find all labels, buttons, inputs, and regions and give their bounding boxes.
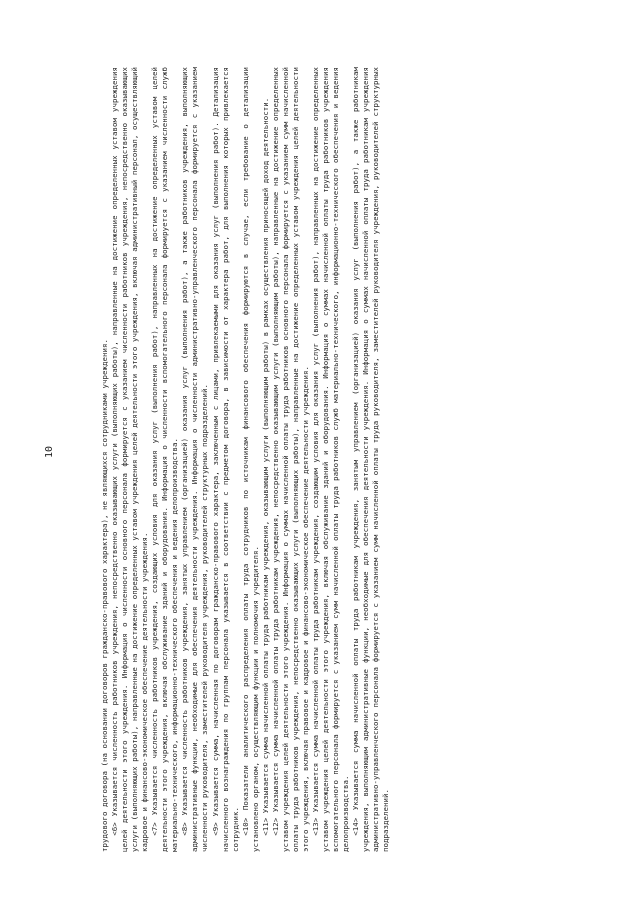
paragraph: <8> Указывается численность работников учреждения, занятых управлением (организацией) оказания услуг (выполнения работ), а также работников учреждения, выполняющих административные функции, необходимые для обеспечения деятельности учреждения. Информация о численности административно-управленческого персонала формируется с указанием численности руководителя, заместителей руководителя учреждения, руководителей структурных подразделений. bbox=[180, 67, 210, 852]
paragraph: <6> Указывается численность работников учреждения, непосредственно оказывающих услуги (выполняющих работы), направленные на достижение определенных уставом учреждения целей деятельности этого учреждения. Информация о численности основного персонала формируется с указанием численности работников учреждения, непосредственно оказывающих услуги (выполняющих работы), направленные на достижение определенных уставом учреждения целей деятельности этого учреждения, включая административный персонал, осуществляющий кадровое и финансово-экономическое обеспечение деятельности учреждения. bbox=[110, 67, 150, 852]
paragraph: <7> Указывается численность работников учреждения, создающих условия для оказания услуг (выполнения работ), направленных на достижение определенных уставом целей деятельности этого учреждения, включая обслуживание зданий и оборудования. Информация о численности вспомогательного персонала формируется с указанием численности служб материально-технического, информационно-технического обеспечения и ведения делопроизводства. bbox=[150, 67, 180, 852]
paragraph: <11> Указывается сумма начисленной оплаты труда работникам учреждения, оказывающим услуги (выполняющим работы) в рамках осуществления приносящей доход деятельности. bbox=[260, 97, 270, 836]
page-number: 10 bbox=[44, 445, 55, 459]
paragraph: <12> Указывается сумма начисленной оплаты труда работникам учреждения, непосредственно оказывающим услуги (выполняющим работы), направленные на достижение определенных уставом учреждения целей деятельности этого учреждения. Информация о суммах начисленной оплаты труда работников основного персонала формируется с указанием сумм начисленной оплаты труда работников учреждения, непосредственно оказывающих услуги (выполняющих работы), направленные на достижение определенных уставом учреждения целей деятельности этого учреждения, включая правовое и кадровое и финансово-экономическое обеспечение деятельности учреждения. bbox=[270, 67, 310, 852]
rotated-text-block bbox=[100, 67, 600, 852]
paragraph: <13> Указывается сумма начисленной оплаты труда работникам учреждения, создающим условия для оказания услуг (выполнения работ), направленных на достижение определенных уставом учреждения целей деятельности этого учреждения, включая обслуживание зданий и оборудования. Информация о суммах начисленной оплаты труда работников учреждения вспомогательного персонала формируется с указанием сумм начисленной оплаты труда работников служб материально-технического, информационно-технического обеспечения и ведения делопроизводства. bbox=[310, 67, 351, 852]
paragraph: трудового договора (на основании договоров гражданско-правового характера), не являющихся сотрудниками учреждения. bbox=[100, 339, 109, 852]
paragraph: <10> Показатели аналитического распределения оплаты труда сотрудников по источникам финансового обеспечения формируются в случае, если требование о детализации установлено органом, осуществляющим функции и полномочия учредителя. bbox=[240, 67, 260, 852]
paragraph: <14> Указывается сумма начисленной оплаты труда работникам учреждения, занятым управлением (организацией) оказания услуг (выполнения работ), а также работникам учреждения, выполняющим административные функции, необходимые для обеспечения деятельности учреждения. Информация о суммах начисленной оплаты труда работникам учреждения административно-управленческого персонала формируется с указанием сумм начисленной оплаты труда руководителя, заместителей руководителя учреждения, руководителей структурных подразделений. bbox=[351, 67, 391, 852]
paragraph: <9> Указывается сумма, начисленная по договорам гражданско-правового характера, заключенным с лицами, привлекаемыми для оказания услуг (выполнения работ). Детализация начисленного вознаграждения по группам персонала указывается в соответствии с предметом договора, в зависимости от характера работ, для выполнения которых привлекается сотрудник. bbox=[210, 67, 240, 852]
